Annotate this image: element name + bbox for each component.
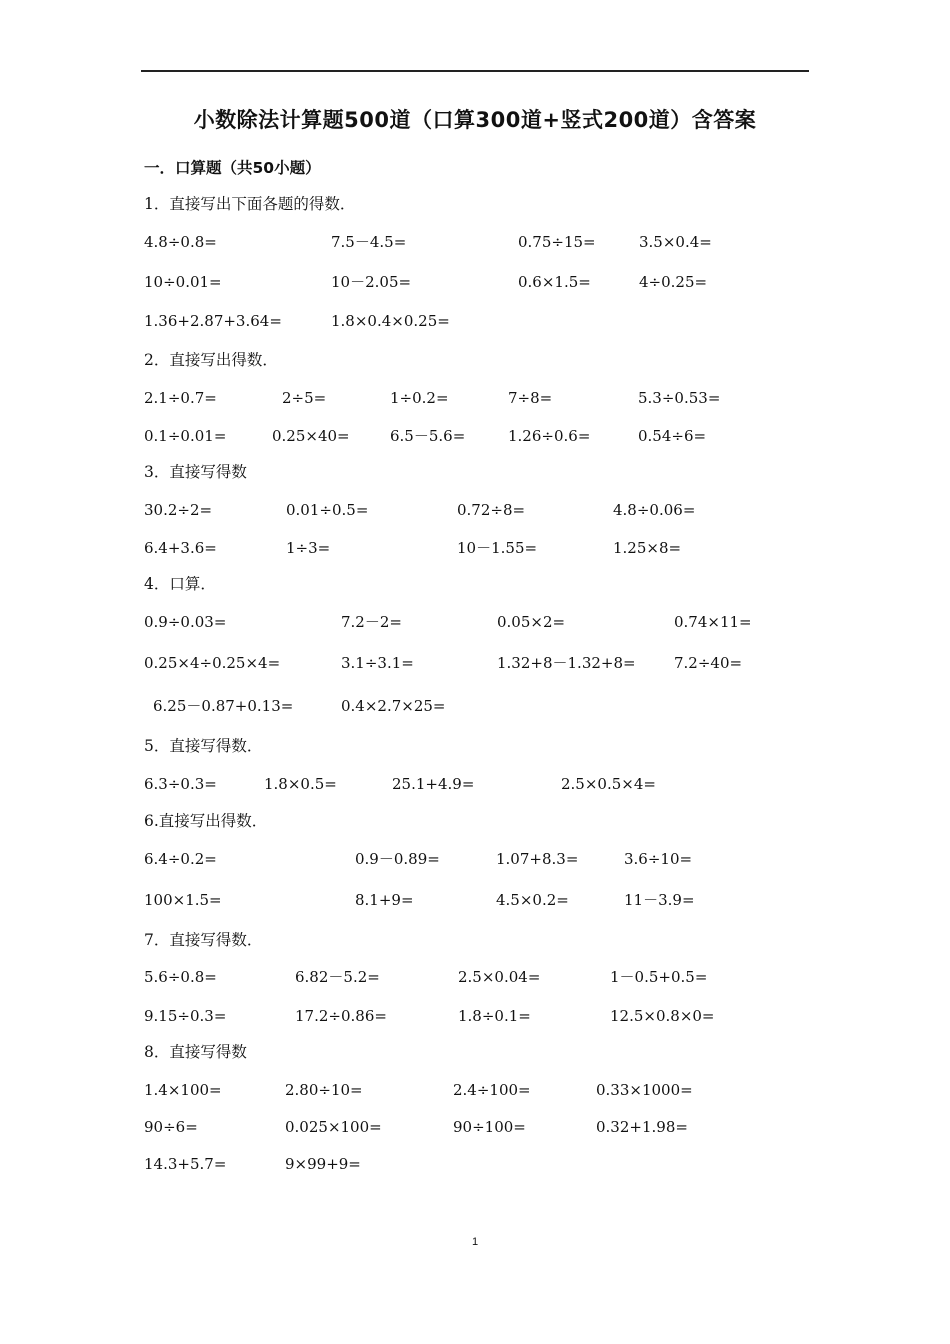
problem-8-row-1 <box>0 1079 950 1101</box>
expression: 3.5×0.4= <box>639 233 712 251</box>
expression: 6.5－5.6= <box>390 427 466 445</box>
expression: 0.1÷0.01= <box>144 427 227 445</box>
expression: 0.01÷0.5= <box>286 501 369 519</box>
expression: 3.6÷10= <box>624 850 693 868</box>
problem-1-row-1 <box>0 231 950 253</box>
expression: 9.15÷0.3= <box>144 1007 227 1025</box>
section-heading: 一．口算题（共50小题） <box>144 159 321 177</box>
expression: 7.2÷40= <box>674 654 743 672</box>
expression: 0.32+1.98= <box>596 1118 688 1136</box>
problem-7-row-1 <box>0 966 950 988</box>
problem-heading-2: 2．直接写出得数． <box>144 351 278 369</box>
expression: 14.3+5.7= <box>144 1155 227 1173</box>
problem-heading-4: 4．口算． <box>144 575 216 593</box>
expression: 100×1.5= <box>144 891 222 909</box>
expression: 5.3÷0.53= <box>638 389 721 407</box>
expression: 1÷3= <box>286 539 331 557</box>
problem-heading-3: 3．直接写得数 <box>144 463 247 481</box>
expression: 7.5－4.5= <box>331 233 407 251</box>
expression: 0.9－0.89= <box>355 850 440 868</box>
page-title: 小数除法计算题500道（口算300道+竖式200道）含答案 <box>193 108 757 132</box>
expression: 2.5×0.5×4= <box>561 775 656 793</box>
expression: 4.8÷0.8= <box>144 233 217 251</box>
expression: 1－0.5+0.5= <box>610 968 708 986</box>
expression: 12.5×0.8×0= <box>610 1007 715 1025</box>
problem-7-row-2 <box>0 1005 950 1027</box>
expression: 6.4÷0.2= <box>144 850 217 868</box>
expression: 7.2－2= <box>341 613 402 631</box>
expression: 4.8÷0.06= <box>613 501 696 519</box>
expression: 1.36+2.87+3.64= <box>144 312 282 330</box>
expression: 7÷8= <box>508 389 553 407</box>
problem-heading-8: 8．直接写得数 <box>144 1043 247 1061</box>
expression: 4÷0.25= <box>639 273 708 291</box>
expression: 0.25×40= <box>272 427 350 445</box>
expression: 0.9÷0.03= <box>144 613 227 631</box>
expression: 9×99+9= <box>285 1155 361 1173</box>
expression: 1÷0.2= <box>390 389 449 407</box>
expression: 0.74×11= <box>674 613 752 631</box>
expression: 0.025×100= <box>285 1118 382 1136</box>
expression: 8.1+9= <box>355 891 414 909</box>
expression: 1.8÷0.1= <box>458 1007 531 1025</box>
problem-8-row-2 <box>0 1116 950 1138</box>
problem-3-row-2 <box>0 537 950 559</box>
expression: 0.72÷8= <box>457 501 526 519</box>
expression: 0.05×2= <box>497 613 566 631</box>
expression: 2.4÷100= <box>453 1081 531 1099</box>
expression: 25.1+4.9= <box>392 775 475 793</box>
expression: 0.6×1.5= <box>518 273 591 291</box>
expression: 2.5×0.04= <box>458 968 541 986</box>
expression: 2÷5= <box>282 389 327 407</box>
expression: 3.1÷3.1= <box>341 654 414 672</box>
header-rule <box>141 70 809 72</box>
problem-1-row-2 <box>0 271 950 293</box>
expression: 0.25×4÷0.25×4= <box>144 654 281 672</box>
problem-6-row-1 <box>0 848 950 870</box>
expression: 11－3.9= <box>624 891 695 909</box>
expression: 6.82－5.2= <box>295 968 380 986</box>
expression: 6.3÷0.3= <box>144 775 217 793</box>
problem-heading-6: 6.直接写出得数． <box>144 812 268 830</box>
expression: 90÷100= <box>453 1118 526 1136</box>
expression: 1.26÷0.6= <box>508 427 591 445</box>
expression: 6.25－0.87+0.13= <box>153 697 294 715</box>
expression: 10－1.55= <box>457 539 538 557</box>
expression: 1.8×0.5= <box>264 775 337 793</box>
expression: 1.07+8.3= <box>496 850 579 868</box>
expression: 0.75÷15= <box>518 233 596 251</box>
expression: 2.1÷0.7= <box>144 389 217 407</box>
problem-heading-1: 1．直接写出下面各题的得数． <box>144 195 356 213</box>
expression: 10÷0.01= <box>144 273 222 291</box>
expression: 1.25×8= <box>613 539 682 557</box>
expression: 0.33×1000= <box>596 1081 693 1099</box>
expression: 6.4+3.6= <box>144 539 217 557</box>
problem-1-row-3 <box>0 310 950 332</box>
problem-4-row-2 <box>0 652 950 674</box>
expression: 2.80÷10= <box>285 1081 363 1099</box>
expression: 1.32+8－1.32+8= <box>497 654 636 672</box>
problem-4-row-1 <box>0 611 950 633</box>
expression: 0.54÷6= <box>638 427 707 445</box>
expression: 30.2÷2= <box>144 501 213 519</box>
expression: 1.4×100= <box>144 1081 222 1099</box>
problem-6-row-2 <box>0 889 950 911</box>
expression: 1.8×0.4×0.25= <box>331 312 450 330</box>
problem-heading-5: 5．直接写得数． <box>144 737 263 755</box>
problem-2-row-2 <box>0 425 950 447</box>
expression: 5.6÷0.8= <box>144 968 217 986</box>
expression: 17.2÷0.86= <box>295 1007 387 1025</box>
problem-4-row-3 <box>0 695 950 717</box>
problem-5-row-1 <box>0 773 950 795</box>
expression: 0.4×2.7×25= <box>341 697 446 715</box>
problem-heading-7: 7．直接写得数． <box>144 931 263 949</box>
page-number: 1 <box>471 1236 479 1248</box>
problem-2-row-1 <box>0 387 950 409</box>
expression: 90÷6= <box>144 1118 198 1136</box>
problem-8-row-3 <box>0 1153 950 1175</box>
expression: 4.5×0.2= <box>496 891 569 909</box>
problem-3-row-1 <box>0 499 950 521</box>
expression: 10－2.05= <box>331 273 412 291</box>
